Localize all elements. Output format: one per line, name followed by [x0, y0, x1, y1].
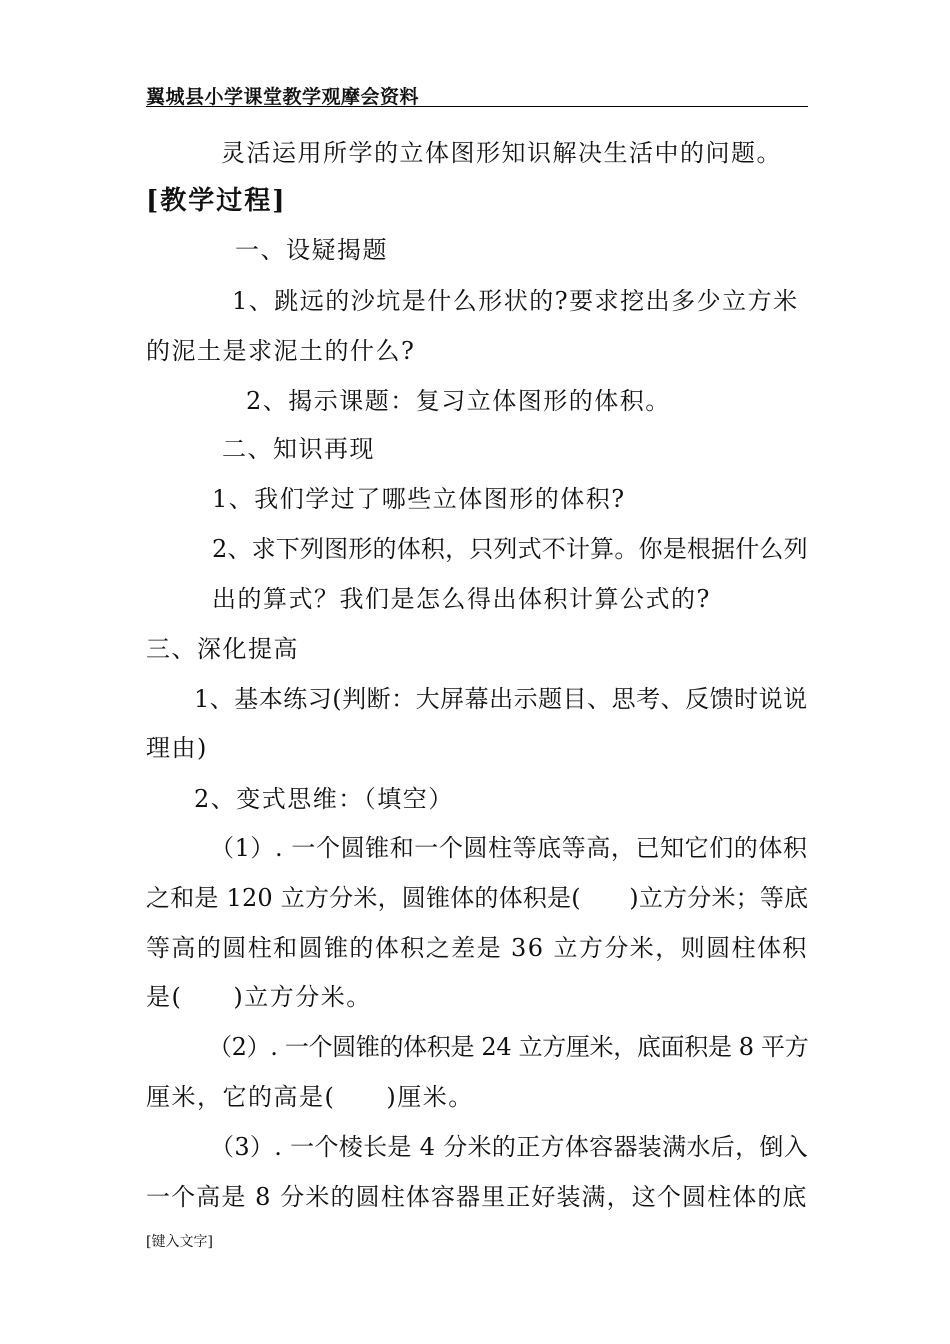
part1-heading: 一、设疑揭题	[235, 236, 388, 264]
q1-line3: 等高的圆柱和圆锥的体积之差是 36 立方分米，则圆柱体积	[146, 934, 808, 962]
q3-line1: （3）. 一个棱长是 4 分米的正方体容器装满水后，倒入	[210, 1133, 809, 1161]
part3-item1-line2: 理由)	[146, 734, 208, 762]
part1-item1-line2: 的泥土是求泥土的什么?	[146, 337, 416, 365]
part3-item2: 2、变式思维：（填空）	[194, 785, 454, 813]
page-header	[146, 80, 808, 107]
header-title: 翼城县小学课堂教学观摩会资料	[146, 86, 420, 108]
section-title: [教学过程]	[146, 186, 287, 216]
part3-heading: 三、深化提高	[146, 635, 299, 663]
goal-line: 灵活运用所学的立体图形知识解决生活中的问题。	[221, 139, 782, 167]
part2-heading: 二、知识再现	[222, 435, 375, 463]
part1-item2: 2、揭示课题：复习立体图形的体积。	[246, 387, 671, 415]
part3-item1-line1: 1、基本练习(判断：大屏幕出示题目、思考、反馈时说说	[194, 685, 808, 713]
q3-line2: 一个高是 8 分米的圆柱体容器里正好装满，这个圆柱体的底	[146, 1183, 808, 1211]
part2-item2-line2: 出的算式？我们是怎么得出体积计算公式的?	[212, 585, 711, 613]
footer-placeholder[interactable]: [键入文字]	[146, 1234, 213, 1250]
q1-line1: （1）. 一个圆锥和一个圆柱等底等高，已知它们的体积	[210, 834, 808, 862]
q2-line1: （2）. 一个圆锥的体积是 24 立方厘米，底面积是 8 平方	[208, 1033, 809, 1061]
part2-item2-line1: 2、求下列图形的体积，只列式不计算。你是根据什么列	[212, 535, 808, 563]
part1-item1-line1: 1、跳远的沙坑是什么形状的?要求挖出多少立方米	[232, 287, 799, 315]
q1-line4: 是( )立方分米。	[146, 983, 372, 1011]
q1-line2: 之和是 120 立方分米，圆锥体的体积是( )立方分米；等底	[146, 884, 809, 912]
part2-item1: 1、我们学过了哪些立体图形的体积?	[212, 485, 626, 513]
q2-line2: 厘米，它的高是( )厘米。	[146, 1083, 474, 1111]
